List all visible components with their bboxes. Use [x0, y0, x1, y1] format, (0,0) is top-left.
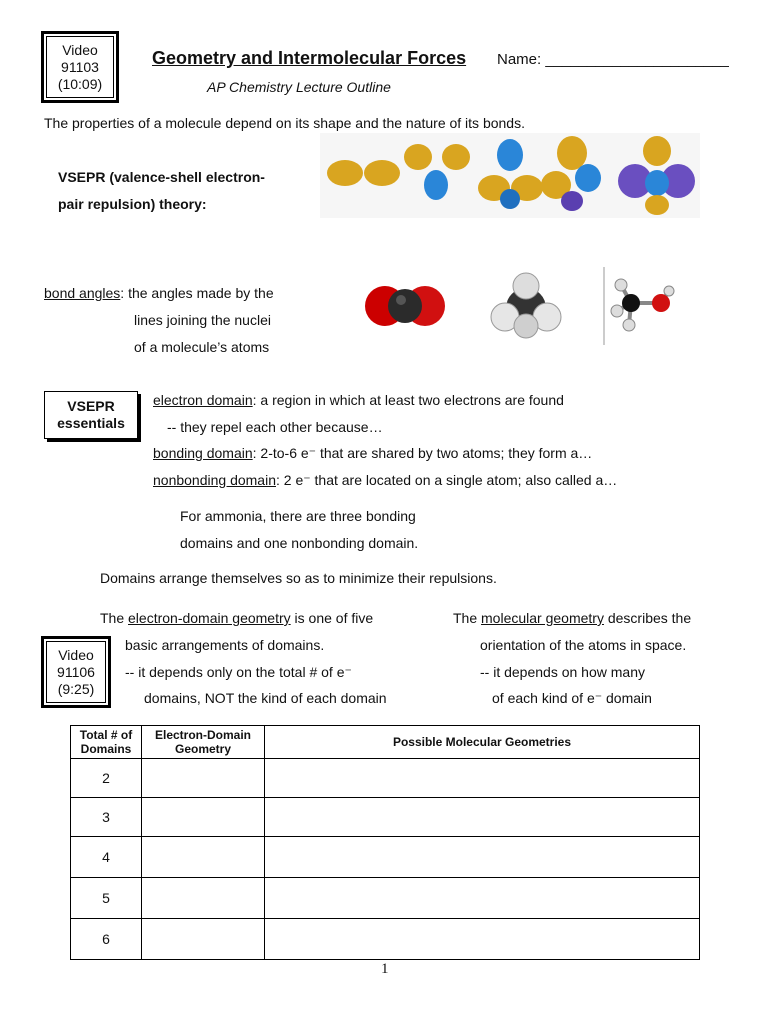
mg-cell[interactable] — [265, 878, 700, 919]
table-header-row — [71, 726, 700, 759]
nonbonding-domain-text: : 2 e⁻ that are located on a single atom; also called a… — [276, 472, 618, 488]
video-id: 91106 — [57, 663, 95, 680]
vsepr-line1: VSEPR (valence-shell electron- — [58, 169, 265, 185]
edg-line2: basic arrangements of domains. — [125, 637, 325, 653]
domain-count: 3 — [71, 798, 142, 837]
bonding-domain-term: bonding domain — [153, 445, 253, 461]
mg-post: describes the — [603, 610, 692, 626]
mg-cell[interactable] — [265, 759, 700, 798]
mg-cell[interactable] — [265, 837, 700, 878]
header-molecular-geometries: Possible Molecular Geometries — [265, 726, 700, 759]
video-duration: (10:09) — [57, 75, 103, 92]
co2-space-filling-model — [365, 276, 445, 336]
bond-angles-term: bond angles — [44, 285, 121, 301]
balloon-gold — [327, 160, 363, 186]
balloon-blue — [500, 189, 520, 209]
edg-post: is one of five — [290, 610, 374, 626]
balloon-gold — [557, 136, 587, 170]
essentials-line2: essentials — [57, 415, 125, 431]
table-row — [71, 759, 700, 798]
video-label: Video — [58, 646, 94, 663]
domain-geometry-table — [70, 725, 700, 960]
edg-cell[interactable] — [142, 798, 265, 837]
mg-term: molecular geometry — [481, 610, 604, 626]
balloon-blue — [575, 164, 601, 192]
balloon-gold — [442, 144, 470, 170]
ammonia-line2: domains and one nonbonding domain. — [180, 535, 419, 551]
table-row — [71, 837, 700, 878]
bonding-domain-def — [153, 446, 592, 460]
domain-count: 2 — [71, 759, 142, 798]
name-field: Name: ______________________ — [497, 51, 729, 68]
electron-domain-text: : a region in which at least two electrons are found — [252, 392, 564, 408]
balloon-gold — [645, 195, 669, 215]
video-id: 91103 — [61, 58, 99, 75]
electron-domain-term: electron domain — [153, 392, 253, 408]
mg-line3: -- it depends on how many — [480, 664, 645, 680]
edg-line4: domains, NOT the kind of each domain — [144, 690, 387, 706]
repel-text: -- they repel each other because… — [167, 419, 383, 435]
balloon-gold — [643, 136, 671, 166]
vsepr-essentials-box — [44, 391, 138, 439]
vsepr-line2: pair repulsion) theory: — [58, 196, 207, 212]
edg-pre: The — [100, 610, 129, 626]
bond-angles-line2: lines joining the nuclei — [134, 312, 271, 328]
balloon-blue — [497, 139, 523, 171]
nonbonding-domain-term: nonbonding domain — [153, 472, 276, 488]
bond-angles-line1 — [44, 286, 274, 300]
video-box-2 — [41, 636, 111, 708]
balloon-blue — [645, 170, 669, 196]
mg-line1 — [453, 611, 691, 625]
video-duration: (9:25) — [57, 680, 95, 697]
balloon-blue — [424, 170, 448, 200]
mg-pre: The — [453, 610, 482, 626]
nonbonding-domain-def — [153, 473, 617, 487]
page-title: Geometry and Intermolecular Forces — [152, 48, 467, 68]
table-row — [71, 919, 700, 960]
mg-cell[interactable] — [265, 798, 700, 837]
edg-cell[interactable] — [142, 837, 265, 878]
balloon-gold — [364, 160, 400, 186]
video-box-1 — [41, 31, 119, 103]
edg-line1 — [100, 611, 373, 625]
intro-text: The properties of a molecule depend on its shape and the nature of its bonds. — [44, 115, 525, 131]
edg-cell[interactable] — [142, 919, 265, 960]
page-subtitle: AP Chemistry Lecture Outline — [207, 79, 391, 95]
minimize-text: Domains arrange themselves so as to minimize their repulsions. — [100, 570, 497, 586]
mg-line2: orientation of the atoms in space. — [480, 637, 687, 653]
domain-count: 4 — [71, 837, 142, 878]
bond-angles-def: : the angles made by the — [120, 285, 274, 301]
methanol-ball-stick-model — [603, 267, 693, 347]
page-number: 1 — [381, 961, 389, 977]
edg-cell[interactable] — [142, 878, 265, 919]
edg-term: electron-domain geometry — [128, 610, 291, 626]
electron-domain-def — [153, 393, 564, 407]
balloon-gold — [404, 144, 432, 170]
table-row — [71, 798, 700, 837]
vsepr-balloon-models — [320, 133, 700, 218]
methane-space-filling-model — [490, 272, 562, 342]
mg-line4: of each kind of e⁻ domain — [492, 690, 652, 706]
essentials-line1: VSEPR — [67, 398, 115, 414]
edg-line3: -- it depends only on the total # of e⁻ — [125, 664, 352, 680]
video-label: Video — [62, 41, 98, 58]
edg-cell[interactable] — [142, 759, 265, 798]
bond-angles-line3: of a molecule’s atoms — [134, 339, 270, 355]
domain-count: 5 — [71, 878, 142, 919]
balloon-purple — [561, 191, 583, 211]
table-row — [71, 878, 700, 919]
domain-count: 6 — [71, 919, 142, 960]
mg-cell[interactable] — [265, 919, 700, 960]
ammonia-line1: For ammonia, there are three bonding — [180, 508, 416, 524]
bonding-domain-text: : 2-to-6 e⁻ that are shared by two atoms; they form a… — [252, 445, 593, 461]
header-total-domains: Total # of Domains — [71, 726, 142, 759]
header-electron-domain-geometry: Electron-Domain Geometry — [142, 726, 265, 759]
